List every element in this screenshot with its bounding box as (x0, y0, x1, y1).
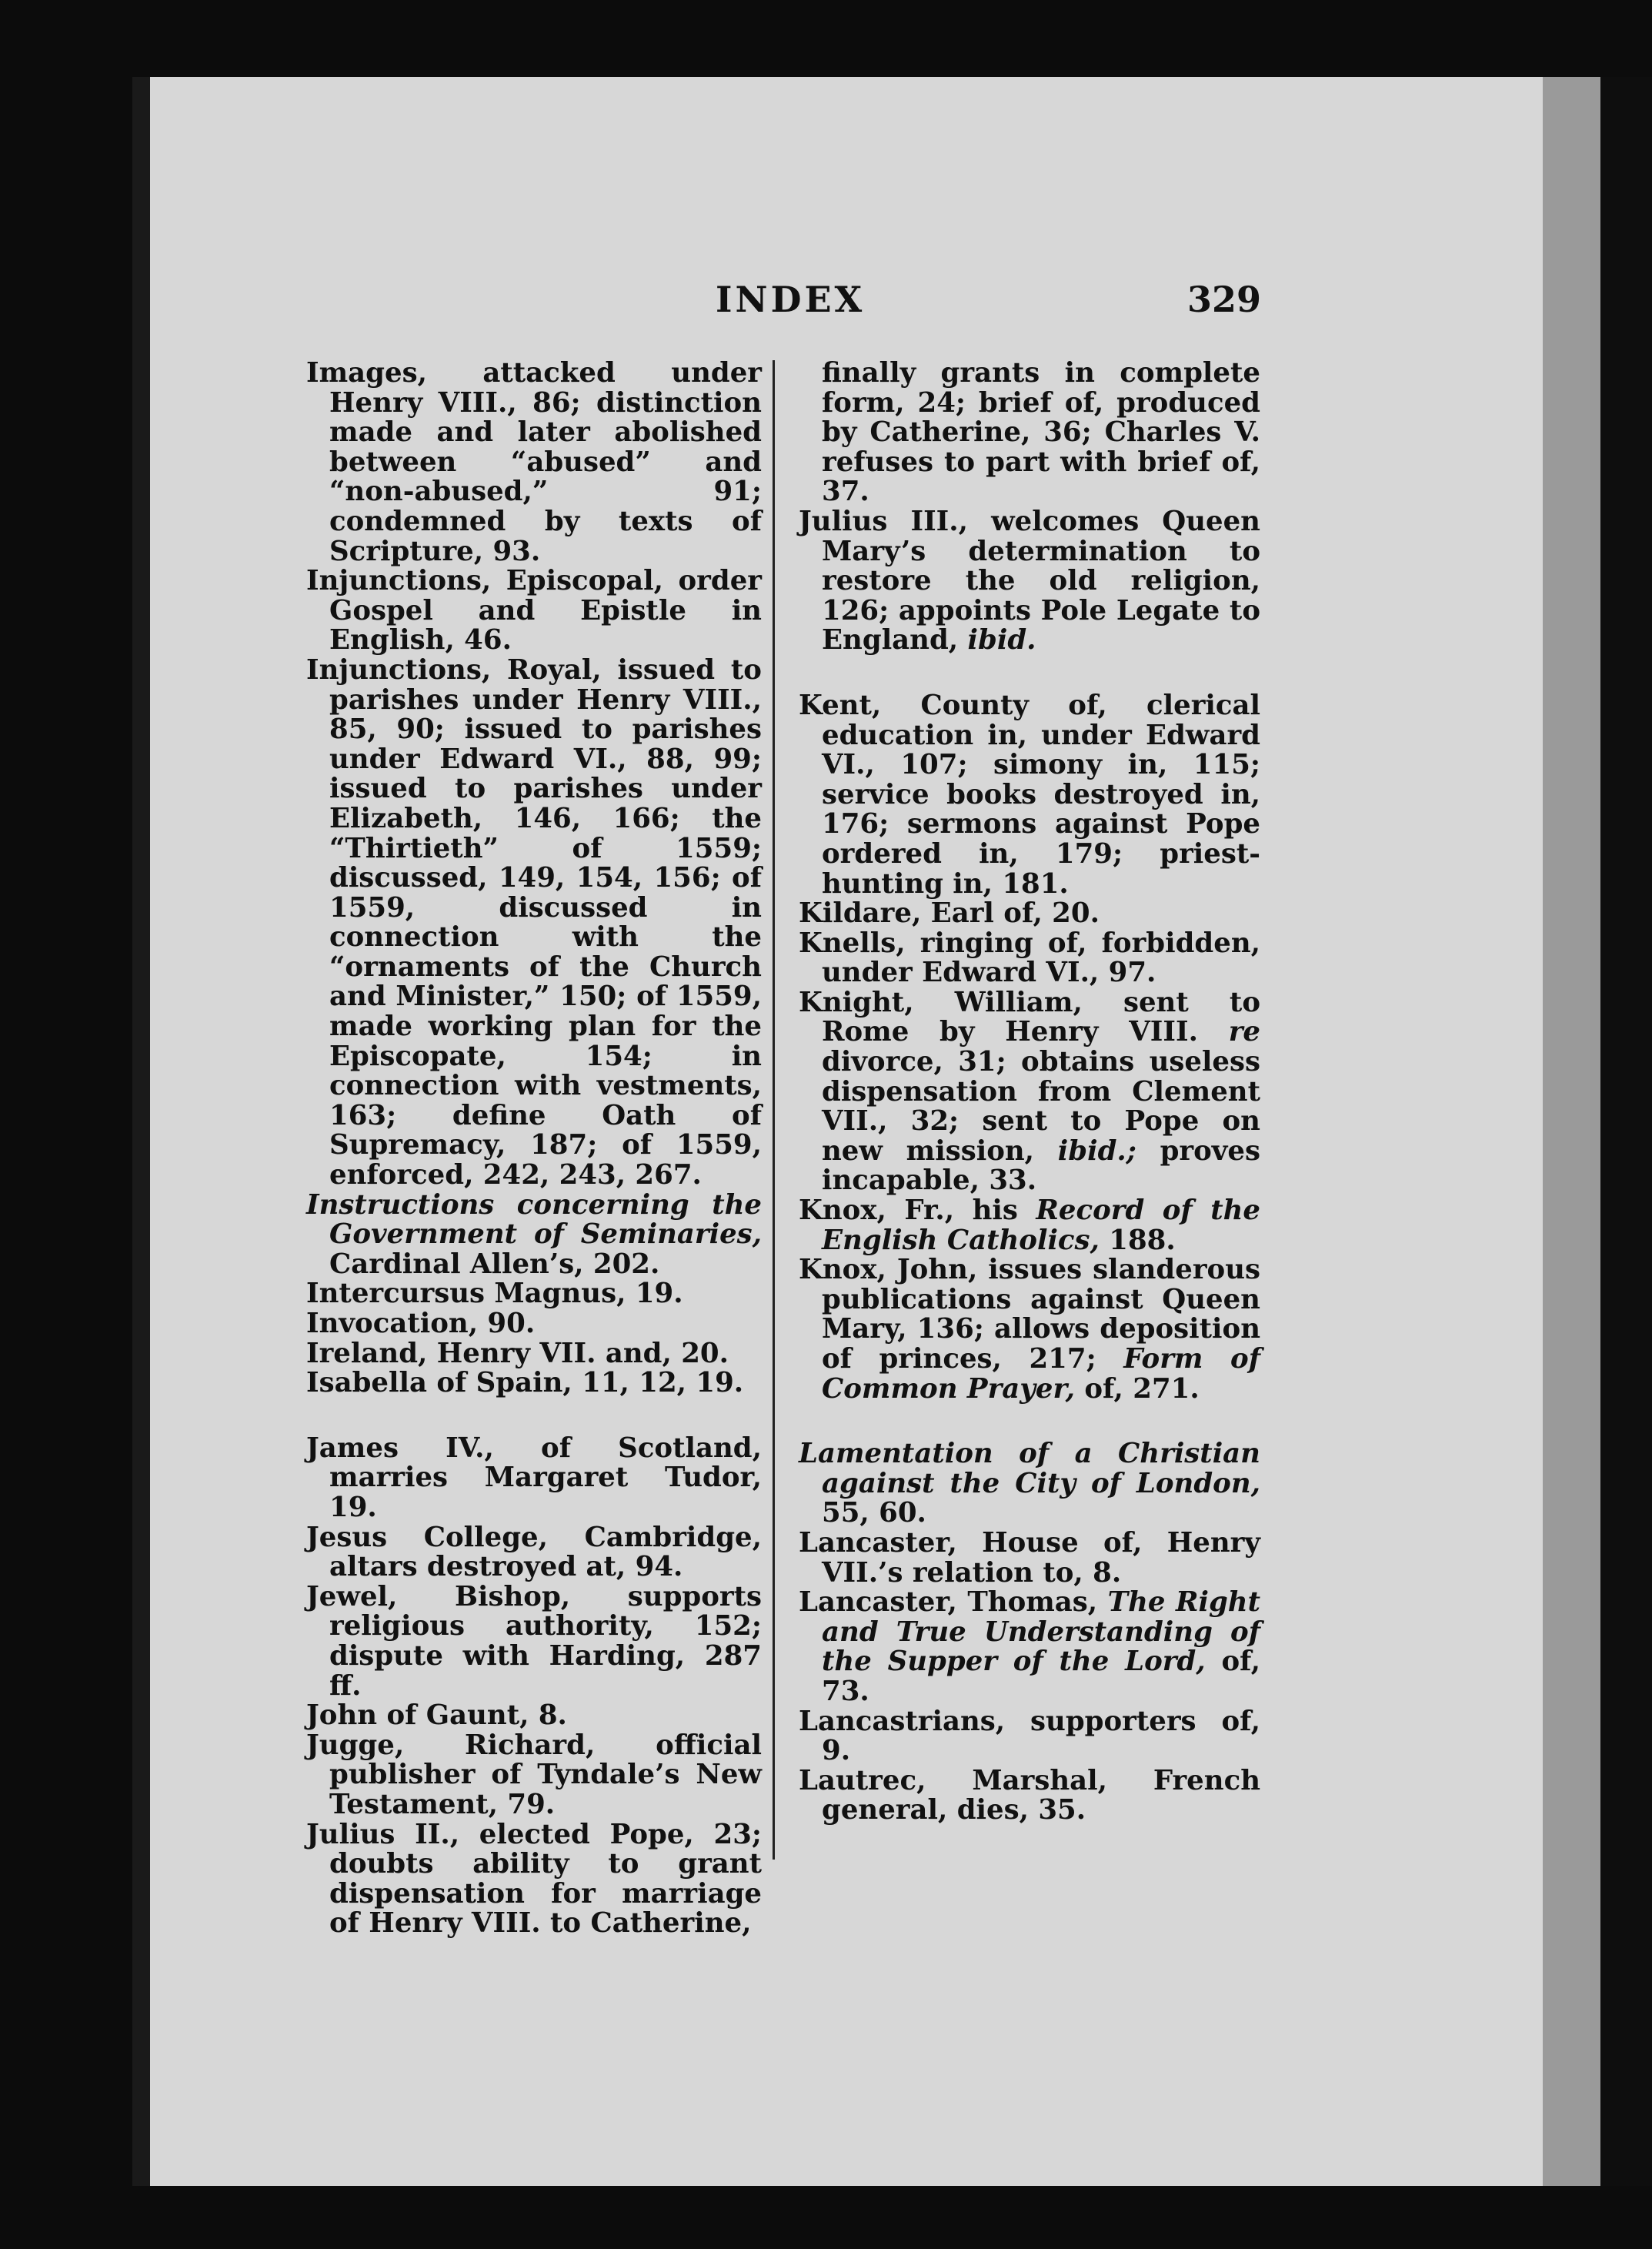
entry-heading: Lancastrians (799, 1705, 996, 1737)
index-entry (306, 1820, 762, 1939)
entry-heading: Knox (799, 1195, 877, 1227)
entry-text: proves incapable, 33. (822, 1135, 1260, 1197)
entry-heading: Isabella (306, 1367, 427, 1399)
entry-text: , 8. (519, 1699, 567, 1732)
entry-heading: Julius III. (799, 505, 959, 537)
entry-heading: Julius II. (306, 1818, 450, 1850)
entry-text: , supporters of, 9. (822, 1705, 1260, 1767)
index-entry (306, 1731, 762, 1820)
entry-heading: Jugge (306, 1729, 395, 1761)
index-entry (306, 1309, 762, 1339)
page-edge-strip (1543, 77, 1600, 2186)
book-right-shadow (1600, 77, 1652, 2186)
entry-heading: Jesus College (306, 1521, 539, 1553)
page-number: 329 (1187, 279, 1262, 320)
index-entry (799, 988, 1260, 1196)
index-entry (799, 1588, 1260, 1706)
index-entry (306, 1188, 762, 1280)
index-entry (799, 1439, 1260, 1529)
index-entry (306, 1339, 762, 1369)
index-entry (799, 1526, 1260, 1589)
entry-text: , elected Pope, 23; doubts ability to grant dispensation for marriage of Henry VIII. to Catherine, (329, 1818, 762, 1940)
index-entry (799, 899, 1260, 929)
index-entry (799, 1255, 1260, 1404)
entry-text: of, 73. (822, 1646, 1260, 1707)
index-entry (306, 1279, 762, 1309)
entry-text: , Cambridge, altars destroyed at, 94. (329, 1521, 762, 1583)
index-entry (799, 929, 1260, 988)
entry-text: , Richard, official publisher of Tyndale’s New Testament, 79. (329, 1729, 762, 1820)
entry-title-italic: Lamentation of a Christian against the City of London, (799, 1438, 1260, 1499)
entry-heading: Knight (799, 986, 905, 1018)
entry-title-italic: The Right and True Understanding of the Supper of the Lord, (822, 1586, 1260, 1678)
entry-text: of, 271. (1075, 1372, 1200, 1405)
entry-heading: Images (306, 357, 418, 389)
entry-heading: Injunctions (306, 565, 482, 597)
index-entry (306, 359, 762, 566)
entry-text: , Episcopal, order Gospel and Epistle in English, 46. (329, 565, 762, 657)
entry-heading: Injunctions (306, 653, 482, 686)
entry-heading: Ireland (306, 1337, 419, 1369)
letter-section-gap (306, 1399, 762, 1434)
entry-heading: Kildare (799, 897, 912, 930)
entry-text: of Spain, 11, 12, 19. (426, 1367, 744, 1399)
index-entry-continuation (799, 359, 1260, 507)
entry-text: , ringing of, forbidden, under Edward VI., 97. (822, 927, 1260, 989)
index-column-right (799, 359, 1260, 1826)
entry-title-italic: re (1197, 1016, 1260, 1048)
index-entry (799, 1766, 1260, 1826)
entry-text: , County of, clerical education in, under Edward VI., 107; simony in, 115; service books destroyed in, 176; sermons against Pope ordered in, 179; priest-hunting in, 181. (822, 689, 1260, 900)
entry-text: , Marshal, French general, dies, 35. (822, 1764, 1260, 1826)
entry-text: , John, issues slanderous publications against Queen Mary, 136; allows deposition of princes, 217; (822, 1254, 1260, 1375)
entry-text: , 90. (468, 1308, 536, 1339)
index-entry (799, 1196, 1260, 1255)
entry-text: , House of, Henry VII.’s relation to, 8. (822, 1526, 1260, 1589)
entry-heading: Knox (799, 1254, 877, 1286)
entry-heading: Jewel (306, 1580, 389, 1612)
index-entry (306, 1434, 762, 1523)
entry-title-italic: Record of the English Catholics, (822, 1195, 1260, 1256)
entry-heading: James IV. (306, 1432, 485, 1464)
letter-section-gap (799, 656, 1260, 691)
index-entry (306, 1582, 762, 1701)
entry-heading: Lancaster (799, 1526, 948, 1559)
entry-text: , Bishop, supports religious authority, 152; dispute with Harding, 287 ff. (329, 1580, 762, 1702)
index-entry (306, 1368, 762, 1399)
column-divider (773, 360, 775, 1860)
entry-text: 188. (1099, 1224, 1176, 1256)
entry-heading: Knells (799, 927, 896, 959)
running-head-title: INDEX (716, 279, 866, 320)
index-entry (799, 507, 1260, 656)
entry-title-italic: Form of Common Prayer, (822, 1343, 1260, 1405)
entry-text: , welcomes Queen Mary’s determination to restore the old religion, 126; appoints Pole Legate to England, (822, 505, 1260, 657)
entry-text: , Thomas, (947, 1586, 1098, 1619)
entry-text: , Earl of, 20. (911, 897, 1100, 930)
entry-heading: Lautrec (799, 1764, 917, 1796)
index-entry (306, 1523, 762, 1582)
entry-text: , 19. (616, 1278, 683, 1310)
entry-heading: John of Gaunt (306, 1699, 520, 1732)
entry-text: , Royal, issued to parishes under Henry VIII., 85, 90; issued to parishes under Edward VI., 88, 99; issued to parishes under Elizabeth, 146, 166; the “Thirtieth” of 1559; discussed, 149, 154, 156; of 1559, discussed in connection with the “ornaments of the Church and Minister,” 150; of 1559, made working plan for the Episcopate, 154; in connection with vestments, 163; define Oath of Supremacy, 187; of 1559, enforced, 242, 243, 267. (329, 653, 762, 1191)
entry-heading: Lancaster (799, 1586, 948, 1619)
entry-heading: Intercursus Magnus (306, 1278, 617, 1310)
entry-title-italic: ibid. (958, 624, 1036, 657)
entry-title-italic: Instructions concerning the Government of Seminaries, (306, 1188, 762, 1251)
entry-text: , Fr., his (876, 1195, 1018, 1227)
entry-heading: Invocation (306, 1308, 469, 1339)
entry-title-italic: ibid.; (1034, 1135, 1136, 1167)
entry-text: Cardinal Allen’s, 202. (329, 1248, 660, 1280)
entry-text: , of Scotland, marries Margaret Tudor, 19. (329, 1432, 762, 1523)
letter-section-gap (799, 1404, 1260, 1439)
index-entry (799, 1707, 1260, 1766)
index-entry (799, 691, 1260, 899)
entry-heading: Kent (799, 689, 872, 721)
entry-text: , William, sent to Rome by Henry VIII. (822, 986, 1260, 1048)
index-entry (306, 653, 762, 1191)
entry-text: finally grants in complete form, 24; brief of, produced by Catherine, 36; Charles V. refuses to part with brief of, 37. (822, 357, 1260, 508)
index-column-left (306, 359, 762, 1939)
index-entry (306, 566, 762, 656)
entry-text: 55, 60. (822, 1497, 926, 1529)
index-entry (306, 1701, 762, 1731)
entry-text: divorce, 31; obtains useless dispensation from Clement VII., 32; sent to Pope on new mission, (822, 1046, 1260, 1167)
entry-text: , attacked under Henry VIII., 86; distinction made and later abolished between “abused” and “non-abused,” 91; condemned by texts of Scripture, 93. (329, 357, 762, 567)
entry-text: , Henry VII. and, 20. (418, 1337, 729, 1369)
